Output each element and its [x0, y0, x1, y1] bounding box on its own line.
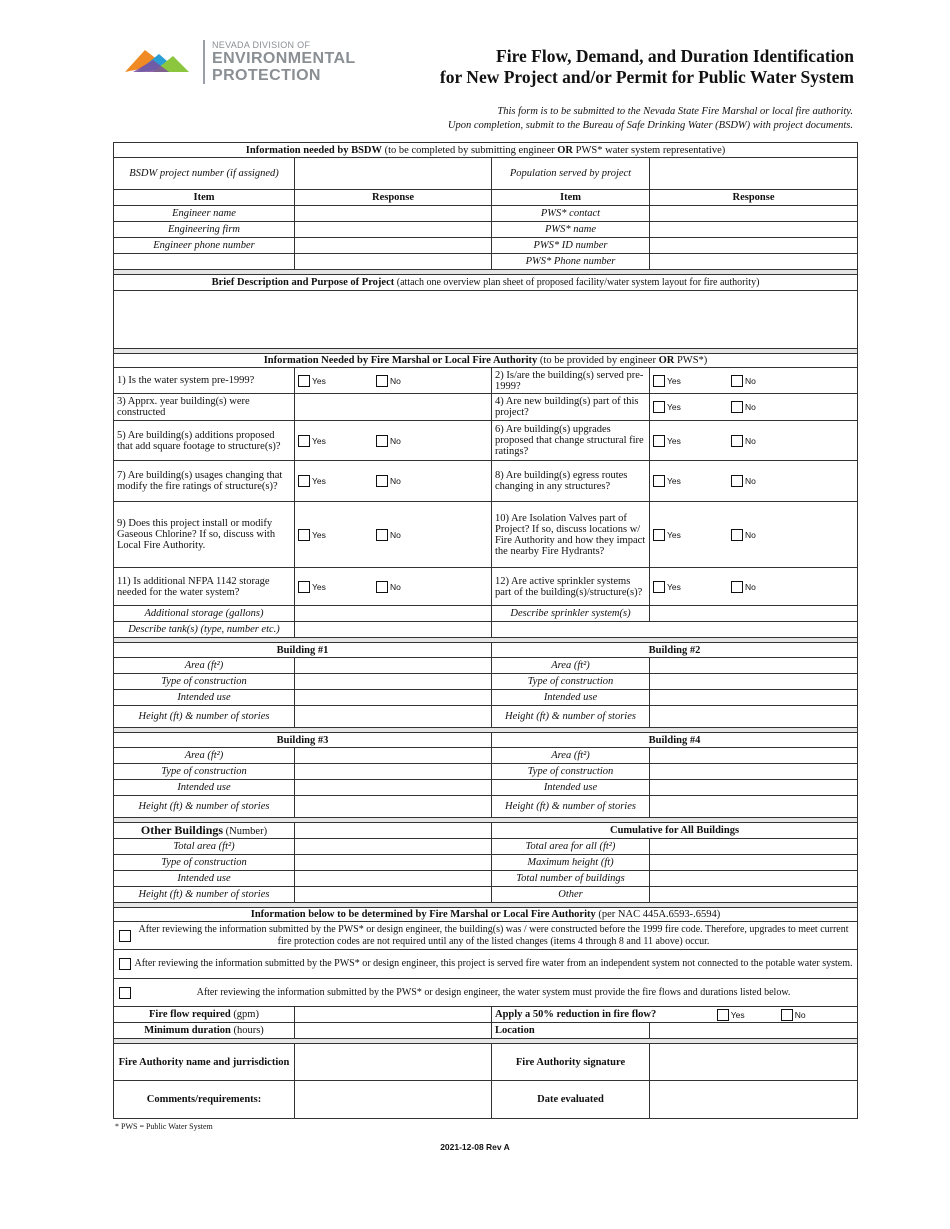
item-header: Item: [114, 190, 295, 206]
q5-response: Yes No: [295, 421, 492, 461]
response-header: Response: [650, 190, 858, 206]
pws-contact-field[interactable]: [650, 206, 858, 222]
b3-height-field[interactable]: [295, 796, 492, 818]
response-header: Response: [295, 190, 492, 206]
q8-response: Yes No: [650, 461, 858, 502]
q4-response: Yes No: [650, 394, 858, 421]
note-line2: Upon completion, submit to the Bureau of Safe Drinking Water (BSDW) with project documents.: [447, 120, 853, 131]
tank-field[interactable]: [295, 622, 492, 638]
bsdw-heading: Information needed by BSDW (to be completed by submitting engineer OR PWS* water system representative): [114, 143, 858, 158]
b3-type-field[interactable]: [295, 764, 492, 780]
q7-yes-checkbox[interactable]: [298, 475, 310, 487]
submission-note: [448, 105, 853, 133]
q1-response: Yes No: [295, 368, 492, 394]
q2-no-checkbox[interactable]: [731, 375, 743, 387]
tank-blank: [492, 622, 858, 638]
q7-response: Yes No: [295, 461, 492, 502]
q12-no-checkbox[interactable]: [731, 581, 743, 593]
q2-response: Yes No: [650, 368, 858, 394]
q11-label: 11) Is additional NFPA 1142 storage needed for the water system?: [114, 568, 295, 606]
population-label: Population served by project: [492, 158, 650, 190]
reduction-row: Apply a 50% reduction in fire flow? Yes No: [492, 1007, 858, 1023]
cum-total-number-field[interactable]: [650, 871, 858, 887]
engineer-phone-field[interactable]: [295, 238, 492, 254]
description-field[interactable]: [114, 291, 858, 349]
location-field[interactable]: [650, 1023, 858, 1039]
page-title: [440, 46, 854, 88]
reduction-no-checkbox[interactable]: [781, 1009, 793, 1021]
other-total-area-label: Total area (ft²): [114, 839, 295, 855]
q10-label: 10) Are Isolation Valves part of Project? If so, discuss locations w/ Fire Authority and how they impact the nearby Fire Hydrants?: [492, 502, 650, 568]
logo-line3: PROTECTION: [212, 67, 321, 84]
other-height-label: Height (ft) & number of stories: [114, 887, 295, 903]
b1-use-field[interactable]: [295, 690, 492, 706]
engineer-name-field[interactable]: [295, 206, 492, 222]
min-duration-field[interactable]: [295, 1023, 492, 1039]
authority-signature-label: Fire Authority signature: [492, 1044, 650, 1081]
b2-area-label: Area (ft²): [492, 658, 650, 674]
fire-flow-form: [113, 142, 858, 1119]
q10-response: Yes No: [650, 502, 858, 568]
building-4-heading: Building #4: [492, 733, 858, 748]
b1-area-field[interactable]: [295, 658, 492, 674]
pws-name-field[interactable]: [650, 222, 858, 238]
b1-area-label: Area (ft²): [114, 658, 295, 674]
bsdw-project-number-label: BSDW project number (if assigned): [114, 158, 295, 190]
b1-height-field[interactable]: [295, 706, 492, 728]
statement-1: After reviewing the information submitted by the PWS* or design engineer, the building(s) was / were constructed before the 1999 fire code. Therefore, upgrades to meet current fire protection codes are not required until any of the listed changes (items 4 through 8 and 11 above) occur.: [114, 922, 858, 950]
sprinkler-label: Describe sprinkler system(s): [492, 606, 650, 622]
q9-no-checkbox[interactable]: [376, 529, 388, 541]
q5-no-checkbox[interactable]: [376, 435, 388, 447]
b2-type-label: Type of construction: [492, 674, 650, 690]
q12-label: 12) Are active sprinkler systems part of the building(s)/structure(s)?: [492, 568, 650, 606]
q4-yes-checkbox[interactable]: [653, 401, 665, 413]
engineer-phone-label: Engineer phone number: [114, 238, 295, 254]
pws-id-label: PWS* ID number: [492, 238, 650, 254]
fire-flow-field[interactable]: [295, 1007, 492, 1023]
q4-no-checkbox[interactable]: [731, 401, 743, 413]
statement-3-checkbox[interactable]: [119, 987, 131, 999]
note-line1: This form is to be submitted to the Nevada State Fire Marshal or local fire authority.: [497, 106, 853, 117]
cum-max-height-field[interactable]: [650, 855, 858, 871]
q1-no-checkbox[interactable]: [376, 375, 388, 387]
statement-2: After reviewing the information submitted by the PWS* or design engineer, this project is served fire water from an independent system not connected to the potable water system.: [114, 950, 858, 979]
q12-response: Yes No: [650, 568, 858, 606]
b4-type-label: Type of construction: [492, 764, 650, 780]
b1-use-label: Intended use: [114, 690, 295, 706]
q12-yes-checkbox[interactable]: [653, 581, 665, 593]
b1-type-label: Type of construction: [114, 674, 295, 690]
building-3-heading: Building #3: [114, 733, 492, 748]
b4-use-label: Intended use: [492, 780, 650, 796]
q8-label: 8) Are building(s) egress routes changing in any structures?: [492, 461, 650, 502]
b2-area-field[interactable]: [650, 658, 858, 674]
q10-no-checkbox[interactable]: [731, 529, 743, 541]
b4-height-field[interactable]: [650, 796, 858, 818]
q7-no-checkbox[interactable]: [376, 475, 388, 487]
q11-response: Yes No: [295, 568, 492, 606]
q8-yes-checkbox[interactable]: [653, 475, 665, 487]
other-buildings-heading: Other Buildings (Number): [114, 823, 295, 839]
cum-total-area-field[interactable]: [650, 839, 858, 855]
tank-label: Describe tank(s) (type, number etc.): [114, 622, 295, 638]
title-line1: Fire Flow, Demand, and Duration Identification: [496, 46, 854, 66]
additional-storage-label: Additional storage (gallons): [114, 606, 295, 622]
cum-other-label: Other: [492, 887, 650, 903]
item-header: Item: [492, 190, 650, 206]
cum-total-area-label: Total area for all (ft²): [492, 839, 650, 855]
b4-area-field[interactable]: [650, 748, 858, 764]
engineering-firm-field[interactable]: [295, 222, 492, 238]
logo-text: [212, 40, 356, 84]
other-type-field[interactable]: [295, 855, 492, 871]
authority-name-label: Fire Authority name and jurrisdiction: [114, 1044, 295, 1081]
other-type-label: Type of construction: [114, 855, 295, 871]
b3-use-label: Intended use: [114, 780, 295, 796]
pws-id-field[interactable]: [650, 238, 858, 254]
q4-label: 4) Are new building(s) part of this project?: [492, 394, 650, 421]
statement-1-checkbox[interactable]: [119, 930, 131, 942]
q6-label: 6) Are building(s) upgrades proposed that change structural fire ratings?: [492, 421, 650, 461]
b3-type-label: Type of construction: [114, 764, 295, 780]
engineering-firm-label: Engineering firm: [114, 222, 295, 238]
date-evaluated-field[interactable]: [650, 1081, 858, 1119]
q9-label: 9) Does this project install or modify Gaseous Chlorine? If so, discuss with Local Fire Authority.: [114, 502, 295, 568]
cum-max-height-label: Maximum height (ft): [492, 855, 650, 871]
cum-other-field[interactable]: [650, 887, 858, 903]
b3-area-field[interactable]: [295, 748, 492, 764]
b3-height-label: Height (ft) & number of stories: [114, 796, 295, 818]
q3-label: 3) Apprx. year building(s) were constructed: [114, 394, 295, 421]
q8-no-checkbox[interactable]: [731, 475, 743, 487]
q2-label: 2) Is/are the building(s) served pre-1999?: [492, 368, 650, 394]
q6-no-checkbox[interactable]: [731, 435, 743, 447]
pws-contact-label: PWS* contact: [492, 206, 650, 222]
q9-yes-checkbox[interactable]: [298, 529, 310, 541]
logo-line1: NEVADA DIVISION OF: [212, 40, 311, 50]
determination-heading: Information below to be determined by Fire Marshal or Local Fire Authority (per NAC 445A.6593-.6594): [114, 908, 858, 922]
pws-phone-field[interactable]: [650, 254, 858, 270]
other-height-field[interactable]: [295, 887, 492, 903]
pws-phone-label: PWS* Phone number: [492, 254, 650, 270]
q11-yes-checkbox[interactable]: [298, 581, 310, 593]
reduction-yes-checkbox[interactable]: [717, 1009, 729, 1021]
statement-3: After reviewing the information submitted by the PWS* or design engineer, the water system must provide the fire flows and durations listed below.: [114, 979, 858, 1007]
blank-label: [114, 254, 295, 270]
other-use-field[interactable]: [295, 871, 492, 887]
q1-label: 1) Is the water system pre-1999?: [114, 368, 295, 394]
building-2-heading: Building #2: [492, 643, 858, 658]
q10-yes-checkbox[interactable]: [653, 529, 665, 541]
building-1-heading: Building #1: [114, 643, 492, 658]
location-label: Location: [492, 1023, 650, 1039]
pws-name-label: PWS* name: [492, 222, 650, 238]
cum-total-number-label: Total number of buildings: [492, 871, 650, 887]
fire-flow-label: Fire flow required (gpm): [114, 1007, 295, 1023]
bsdw-project-number-field[interactable]: [295, 158, 492, 190]
b3-use-field[interactable]: [295, 780, 492, 796]
q1-yes-checkbox[interactable]: [298, 375, 310, 387]
other-buildings-number-field[interactable]: [295, 823, 492, 839]
description-heading: Brief Description and Purpose of Project (attach one overview plan sheet of proposed facility/water system layout for fire authority): [114, 275, 858, 291]
q11-no-checkbox[interactable]: [376, 581, 388, 593]
date-evaluated-label: Date evaluated: [492, 1081, 650, 1119]
fire-info-heading: Information Needed by Fire Marshal or Local Fire Authority (to be provided by engineer OR PWS*): [114, 354, 858, 368]
cumulative-heading: Cumulative for All Buildings: [492, 823, 858, 839]
logo-line2: ENVIRONMENTAL: [212, 50, 356, 67]
engineer-name-label: Engineer name: [114, 206, 295, 222]
other-use-label: Intended use: [114, 871, 295, 887]
min-duration-label: Minimum duration (hours): [114, 1023, 295, 1039]
population-field[interactable]: [650, 158, 858, 190]
b2-use-label: Intended use: [492, 690, 650, 706]
q5-label: 5) Are building(s) additions proposed that add square footage to structure(s)?: [114, 421, 295, 461]
b3-area-label: Area (ft²): [114, 748, 295, 764]
b2-height-label: Height (ft) & number of stories: [492, 706, 650, 728]
b4-area-label: Area (ft²): [492, 748, 650, 764]
q2-yes-checkbox[interactable]: [653, 375, 665, 387]
q5-yes-checkbox[interactable]: [298, 435, 310, 447]
reduction-label: Apply a 50% reduction in fire flow?: [495, 1009, 657, 1020]
comments-label: Comments/requirements:: [114, 1081, 295, 1119]
b1-height-label: Height (ft) & number of stories: [114, 706, 295, 728]
q6-response: Yes No: [650, 421, 858, 461]
b4-use-field[interactable]: [650, 780, 858, 796]
q6-yes-checkbox[interactable]: [653, 435, 665, 447]
other-total-area-field[interactable]: [295, 839, 492, 855]
blank-field[interactable]: [295, 254, 492, 270]
q7-label: 7) Are building(s) usages changing that modify the fire ratings of structure(s)?: [114, 461, 295, 502]
pws-footnote: * PWS = Public Water System: [115, 1122, 213, 1131]
b1-type-field[interactable]: [295, 674, 492, 690]
sprinkler-field[interactable]: [650, 606, 858, 622]
b2-type-field[interactable]: [650, 674, 858, 690]
title-line2: for New Project and/or Permit for Public Water System: [439, 67, 854, 87]
statement-2-checkbox[interactable]: [119, 958, 131, 970]
comments-field[interactable]: [295, 1081, 492, 1119]
q9-response: Yes No: [295, 502, 492, 568]
authority-signature-field[interactable]: [650, 1044, 858, 1081]
authority-name-field[interactable]: [295, 1044, 492, 1081]
b2-use-field[interactable]: [650, 690, 858, 706]
revision-label: 2021-12-08 Rev A: [440, 1142, 510, 1152]
b4-height-label: Height (ft) & number of stories: [492, 796, 650, 818]
b4-type-field[interactable]: [650, 764, 858, 780]
q3-field[interactable]: [295, 394, 492, 421]
b2-height-field[interactable]: [650, 706, 858, 728]
additional-storage-field[interactable]: [295, 606, 492, 622]
